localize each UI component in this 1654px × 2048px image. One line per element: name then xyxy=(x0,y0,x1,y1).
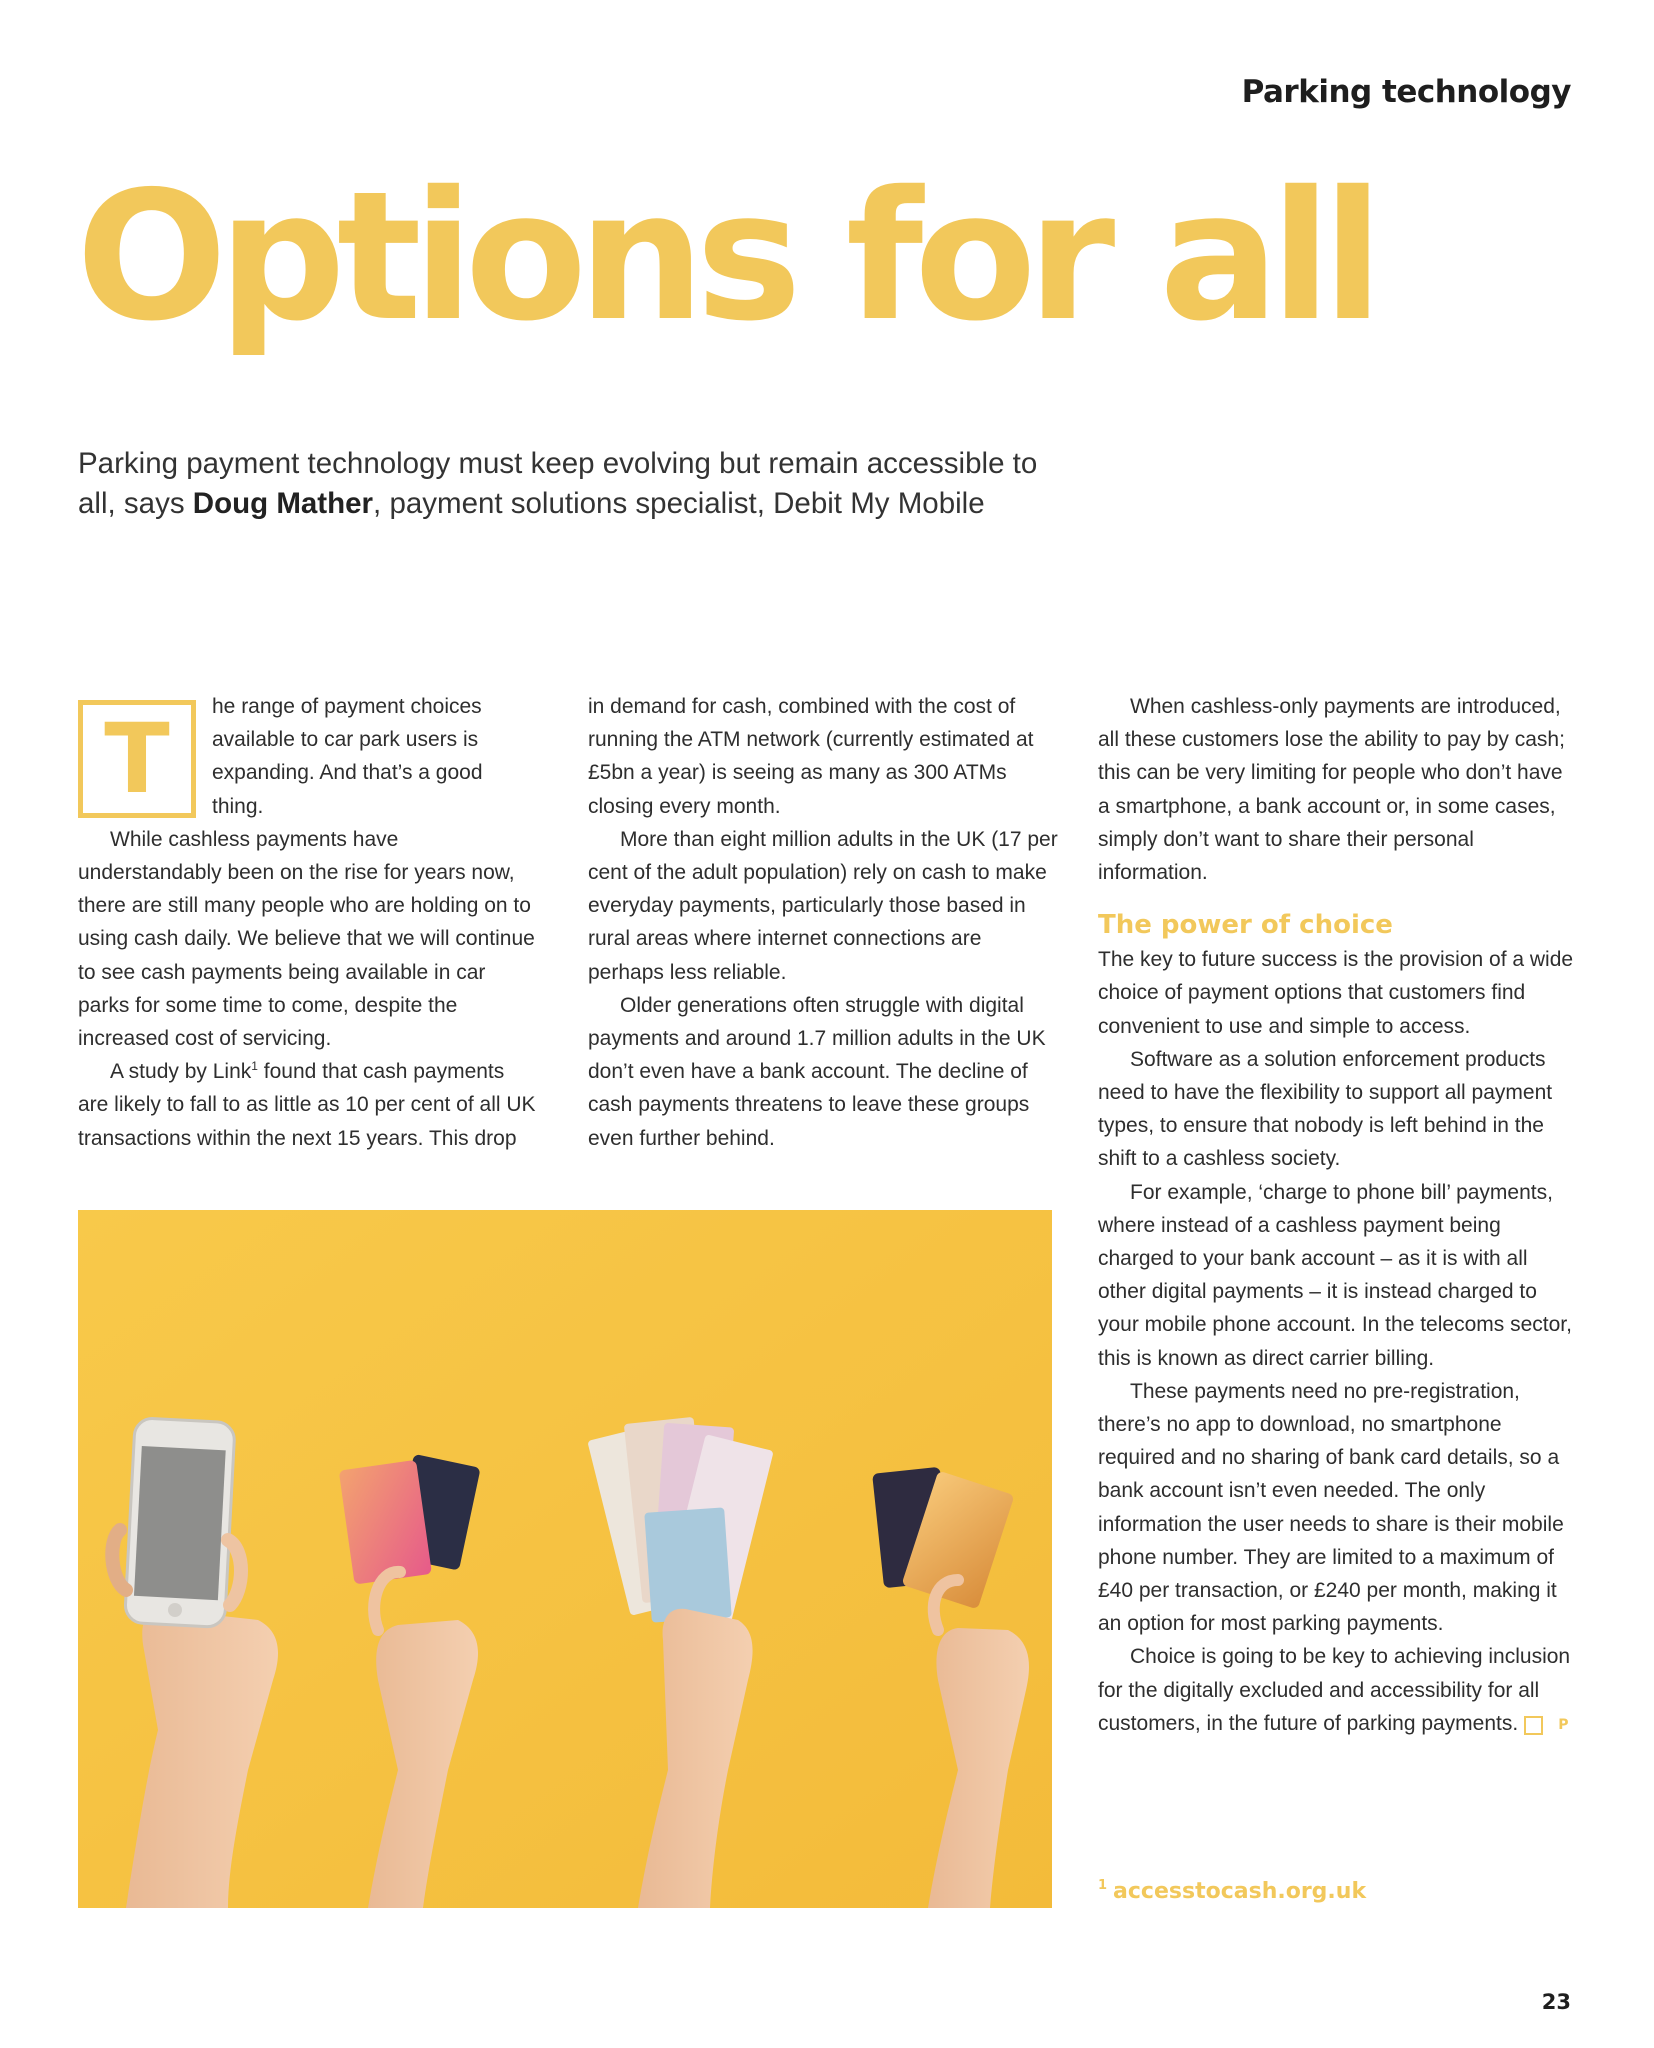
paragraph: For example, ‘charge to phone bill’ payments, where instead of a cashless payment being charged to your bank account – as it is with all other digital payments – it is instead charged to your mobile phone account. In the telecoms sector, this is known as direct carrier billing. xyxy=(1098,1180,1572,1370)
paragraph: When cashless-only payments are introduced, all these customers lose the ability to pay by cash; this can be very limiting for people who don’t have a smartphone, a bank account or, in some cases, simply don’t want to share their personal information. xyxy=(1098,695,1565,885)
footnote-marker: 1 xyxy=(1098,1878,1108,1893)
subheading: The power of choice xyxy=(1098,910,1393,941)
standfirst xyxy=(78,444,1078,524)
paragraph: The key to future success is the provision of a wide choice of payment options that customers find convenient to use and simple to access. xyxy=(1098,948,1574,1038)
footnote-link[interactable]: accesstocash.org.uk xyxy=(1113,1879,1367,1904)
standfirst-byline: , payment solutions specialist, Debit My Mobile xyxy=(373,487,985,520)
paragraph: More than eight million adults in the UK (17 per cent of the adult population) rely on cash to make everyday payments, particularly those based in rural areas where internet connections are perhaps less reliable. xyxy=(588,827,1058,984)
paragraph: in demand for cash, combined with the cost of running the ATM network (currently estimated at £5bn a year) is seeing as many as 300 ATMs closing every month. xyxy=(588,695,1034,818)
footnote-reference: 1 xyxy=(251,1059,258,1074)
author-name: Doug Mather xyxy=(192,487,374,520)
paragraph xyxy=(1098,1640,1576,1740)
paragraph: Older generations often struggle with digital payments and around 1.7 million adults in the UK don’t even have a bank account. The decline of cash payments threatens to leave these groups even further behind. xyxy=(588,993,1046,1150)
hands-holding-payment-options-image xyxy=(78,1210,1052,1908)
page-title: Options for all xyxy=(76,153,1375,360)
paragraph-text: found that cash payments are likely to fall to as little as 10 per cent of all UK transactions within the next 15 years. This drop xyxy=(78,1060,536,1150)
standfirst-intro: Parking payment technology must keep evolving but remain accessible to all, says xyxy=(78,447,1038,520)
article-column-1 xyxy=(78,690,536,1155)
paragraph: These payments need no pre-registration, there’s no app to download, no smartphone required and no sharing of bank card details, so a bank account isn’t even needed. The only information the user needs to share is their mobile phone number. They are limited to a maximum of £40 per transaction, or £240 per month, making it an option for most parking payments. xyxy=(1098,1379,1564,1636)
section-label: Parking technology xyxy=(1241,74,1571,110)
paragraph-text: Choice is going to be key to achieving inclusion for the digitally excluded and accessibility for all customers, in the future of parking payments. xyxy=(1098,1645,1571,1735)
article-column-3 xyxy=(1098,690,1576,1740)
paragraph xyxy=(78,1055,536,1155)
paragraph: he range of payment choices available to car park users is expanding. And that’s a good thing. xyxy=(212,695,483,818)
paragraph-text: A study by Link xyxy=(110,1060,252,1084)
drop-cap: T xyxy=(78,700,196,818)
page-number: 23 xyxy=(1541,1990,1571,2014)
article-column-2 xyxy=(588,690,1058,1155)
paragraph: Software as a solution enforcement products need to have the flexibility to support all payment types, to ensure that nobody is left behind in the shift to a cashless society. xyxy=(1098,1047,1553,1171)
parking-end-mark-icon: P xyxy=(1524,1716,1543,1735)
paragraph: While cashless payments have understandably been on the rise for years now, there are still many people who are holding on to using cash daily. We believe that we will continue to see cash payments being available in car parks for some time to come, despite the increased cost of servicing. xyxy=(78,827,535,1051)
footnote xyxy=(1098,1878,1366,1904)
